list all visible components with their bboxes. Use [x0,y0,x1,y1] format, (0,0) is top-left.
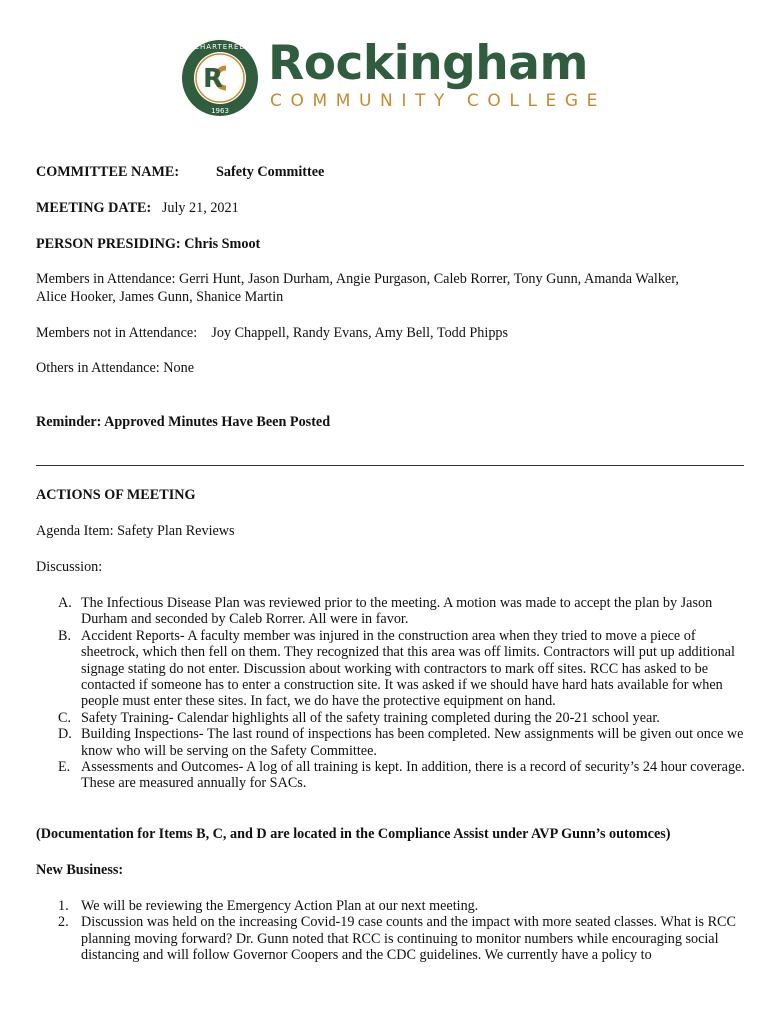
meeting-date-value: July 21, 2021 [161,200,239,216]
others-attendance: Others in Attendance: None [36,360,194,376]
college-logo [180,36,606,124]
meeting-date-row [36,200,239,216]
committee-name-label: COMMITTEE NAME: [36,164,180,180]
list-item: 2. Discussion was held on the increasing Covid-19 case counts and the impact with more seated classes. What is RCC planning moving forward? Dr. Gunn noted that RCC is continuing to monitor numbers while encouraging social distancing and will follow Governor Coopers and the CDC guidelines. We currently have a policy to [58,914,736,964]
list-item: B. Accident Reports- A faculty member was injured in the construction area when they tried to move a piece of sheetrock, which then fell on them. They recognized that this area was off limits. Contractors will put up additional signage stating do not enter. Discussion about working with contractors to mark off sites. RCC has asked to be contacted if someone has to enter a construction site. It was asked if we should have hard hats available for when people must enter these sites. In fact, we do have the protective equipment on hand. [58,627,735,710]
agenda-item: Agenda Item: Safety Plan Reviews [36,523,235,539]
college-subtitle: COMMUNITY COLLEGE [270,91,606,111]
members-attendance-line2: Alice Hooker, James Gunn, Shanice Martin [36,289,284,305]
list-item: C. Safety Training- Calendar highlights all of the safety training completed during the 20-21 school year. [58,709,660,726]
members-absent-row [36,325,508,341]
list-item: A. The Infectious Disease Plan was reviewed prior to the meeting. A motion was made to accept the plan by Jason Durham and seconded by Caleb Rorrer. All were in favor. [58,595,713,628]
presiding-value: Chris Smoot [184,236,261,252]
list-item: D. Building Inspections- The last round of inspections has been completed. New assignments will be given out once we know who will be serving on the Safety Committee. [58,726,744,759]
discussion-label: Discussion: [36,559,103,575]
committee-name-value: Safety Committee [216,164,325,180]
new-business-list [58,898,748,964]
list-item: E. Assessments and Outcomes- A log of all training is kept. In addition, there is a record of security’s 24 hour coverage. These are measured annually for SACs. [58,759,745,792]
list-item: 1. We will be reviewing the Emergency Action Plan at our next meeting. [58,898,479,914]
presiding-row [36,236,260,252]
actions-heading: ACTIONS OF MEETING [36,487,196,503]
members-attendance-line1: Members in Attendance: Gerri Hunt, Jason Durham, Angie Purgason, Caleb Rorrer, Tony Gunn, Amanda Walker, [36,271,679,287]
seal-letter: R [202,64,224,94]
documentation-note: (Documentation for Items B, C, and D are located in the Compliance Assist under AVP Gunn’s outomces) [36,826,671,842]
presiding-label: PERSON PRESIDING: [36,236,181,252]
seal-year: 1963 [211,107,229,115]
members-absent-label: Members not in Attendance: [36,325,198,341]
new-business-heading: New Business: [36,862,124,878]
members-absent-value: Joy Chappell, Randy Evans, Amy Bell, Todd Phipps [211,325,509,341]
college-seal-icon [180,38,260,118]
discussion-list [58,595,748,792]
reminder: Reminder: Approved Minutes Have Been Posted [36,414,331,430]
meeting-date-label: MEETING DATE: [36,200,152,216]
college-name: Rockingham [268,36,588,91]
seal-top-text: CHARTERED [194,43,246,51]
section-divider [36,465,744,466]
